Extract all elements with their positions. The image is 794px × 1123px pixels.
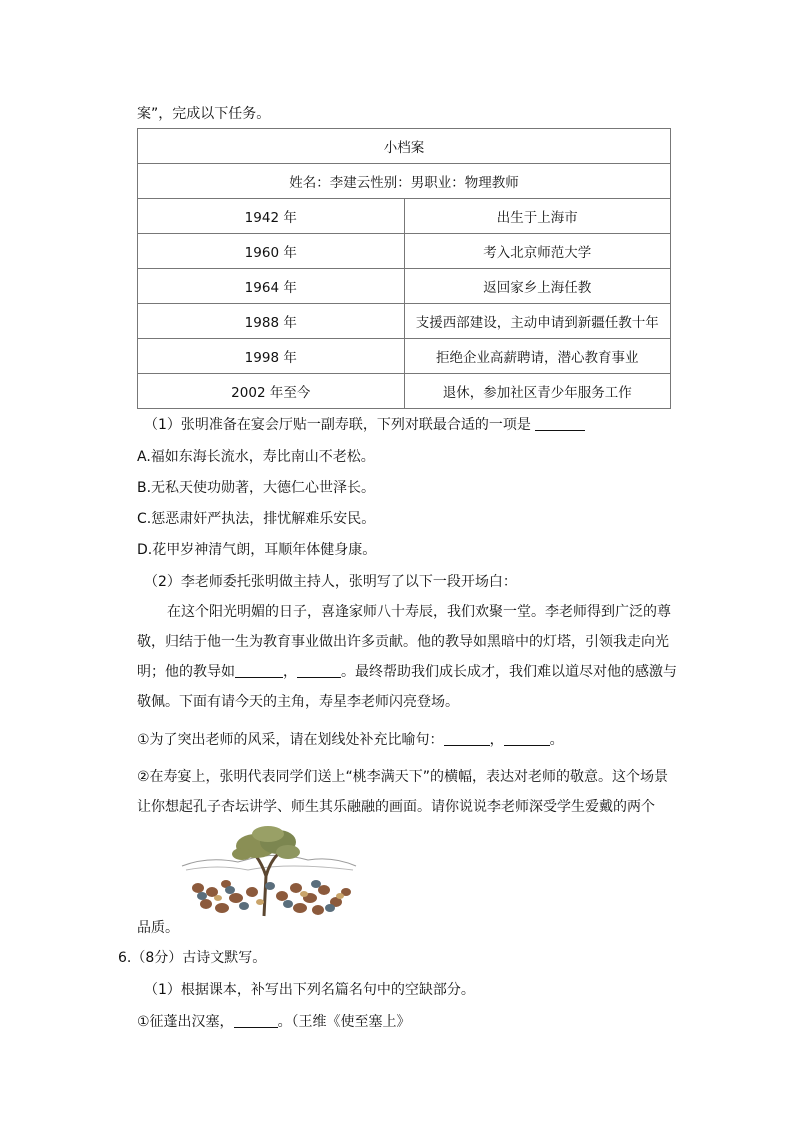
q2-sub2: ②在寿宴上，张明代表同学们送上“桃李满天下”的横幅，表达对老师的敬意。这个场景让你想起孔子杏坛讲学、师生其乐融融的画面。请你说说李老师深受学生爱戴的两个 <box>137 769 669 815</box>
q2-sub2-end: 品质。 <box>137 920 179 936</box>
opening-speech <box>137 597 677 717</box>
speech-separator: ， <box>283 664 297 680</box>
table-row <box>138 269 671 304</box>
table-row <box>138 304 671 339</box>
year-cell: 1960 年 <box>138 234 405 269</box>
item1-source: 。（王维《使至塞上》 <box>277 1014 411 1030</box>
event-cell: 考入北京师范大学 <box>404 234 671 269</box>
apricot-altar-lecture-illustration <box>178 826 360 918</box>
year-cell: 2002 年至今 <box>138 374 405 409</box>
event-cell: 拒绝企业高薪聘请，潜心教育事业 <box>404 339 671 374</box>
archive-table <box>137 128 671 409</box>
q2-stem: （2）李老师委托张明做主持人，张明写了以下一段开场白： <box>144 574 517 590</box>
archive-profile: 姓名：李建云性别：男职业：物理教师 <box>138 164 671 199</box>
event-cell: 返回家乡上海任教 <box>404 269 671 304</box>
answer-blank <box>535 416 585 431</box>
q2-sub1 <box>137 730 564 750</box>
q1-option-c: C.惩恶肃奸严执法，排忧解难乐安民。 <box>137 511 376 527</box>
year-cell: 1964 年 <box>138 269 405 304</box>
sub1-text: ①为了突出老师的风采，请在划线处补充比喻句： <box>137 732 444 748</box>
year-cell: 1988 年 <box>138 304 405 339</box>
speech-part-b: 。最终帮助我们成长成才，我们难以道尽对他的感激与敬佩。下面有请今天的主角，寿星李老师闪亮登场。 <box>137 664 677 710</box>
event-cell: 退休，参加社区青少年服务工作 <box>404 374 671 409</box>
answer-blank <box>444 731 490 746</box>
sub1-end: 。 <box>549 732 564 748</box>
simile-blank-2 <box>297 663 341 678</box>
q1-stem-text: （1）张明准备在宴会厅贴一副寿联，下列对联最合适的一项是 <box>144 417 536 433</box>
event-cell: 出生于上海市 <box>404 199 671 234</box>
q6-heading: 6.（8分）古诗文默写。 <box>118 950 267 966</box>
simile-blank-1 <box>235 663 283 678</box>
answer-blank <box>504 731 550 746</box>
table-row <box>138 199 671 234</box>
q1-option-d: D.花甲岁神清气朗，耳顺年体健身康。 <box>137 542 377 558</box>
q6-item1 <box>137 1012 411 1032</box>
q1-option-a: A.福如东海长流水，寿比南山不老松。 <box>137 449 375 465</box>
year-cell: 1998 年 <box>138 339 405 374</box>
sub1-separator: ， <box>489 732 504 748</box>
archive-title: 小档案 <box>138 129 671 164</box>
archive-profile-row <box>138 164 671 199</box>
table-row <box>138 339 671 374</box>
intro-text: 案”，完成以下任务。 <box>137 106 271 122</box>
q1-option-b: B.无私天使功勋著，大德仁心世泽长。 <box>137 480 376 496</box>
item1-text: ①征蓬出汉塞， <box>137 1014 234 1030</box>
table-row <box>138 234 671 269</box>
event-cell: 支援西部建设，主动申请到新疆任教十年 <box>404 304 671 339</box>
q6-part1: （1）根据课本，补写出下列名篇名句中的空缺部分。 <box>144 982 475 998</box>
q1-stem <box>144 415 585 435</box>
table-row <box>138 374 671 409</box>
speech-part-a: 在这个阳光明媚的日子，喜逢家师八十寿辰，我们欢聚一堂。李老师得到广泛的尊敬，归结于他一生为教育事业做出许多贡献。他的教导如黑暗中的灯塔，引领我走向光明；他的教导如 <box>137 604 671 680</box>
year-cell: 1942 年 <box>138 199 405 234</box>
answer-blank <box>234 1013 278 1028</box>
archive-title-row <box>138 129 671 164</box>
